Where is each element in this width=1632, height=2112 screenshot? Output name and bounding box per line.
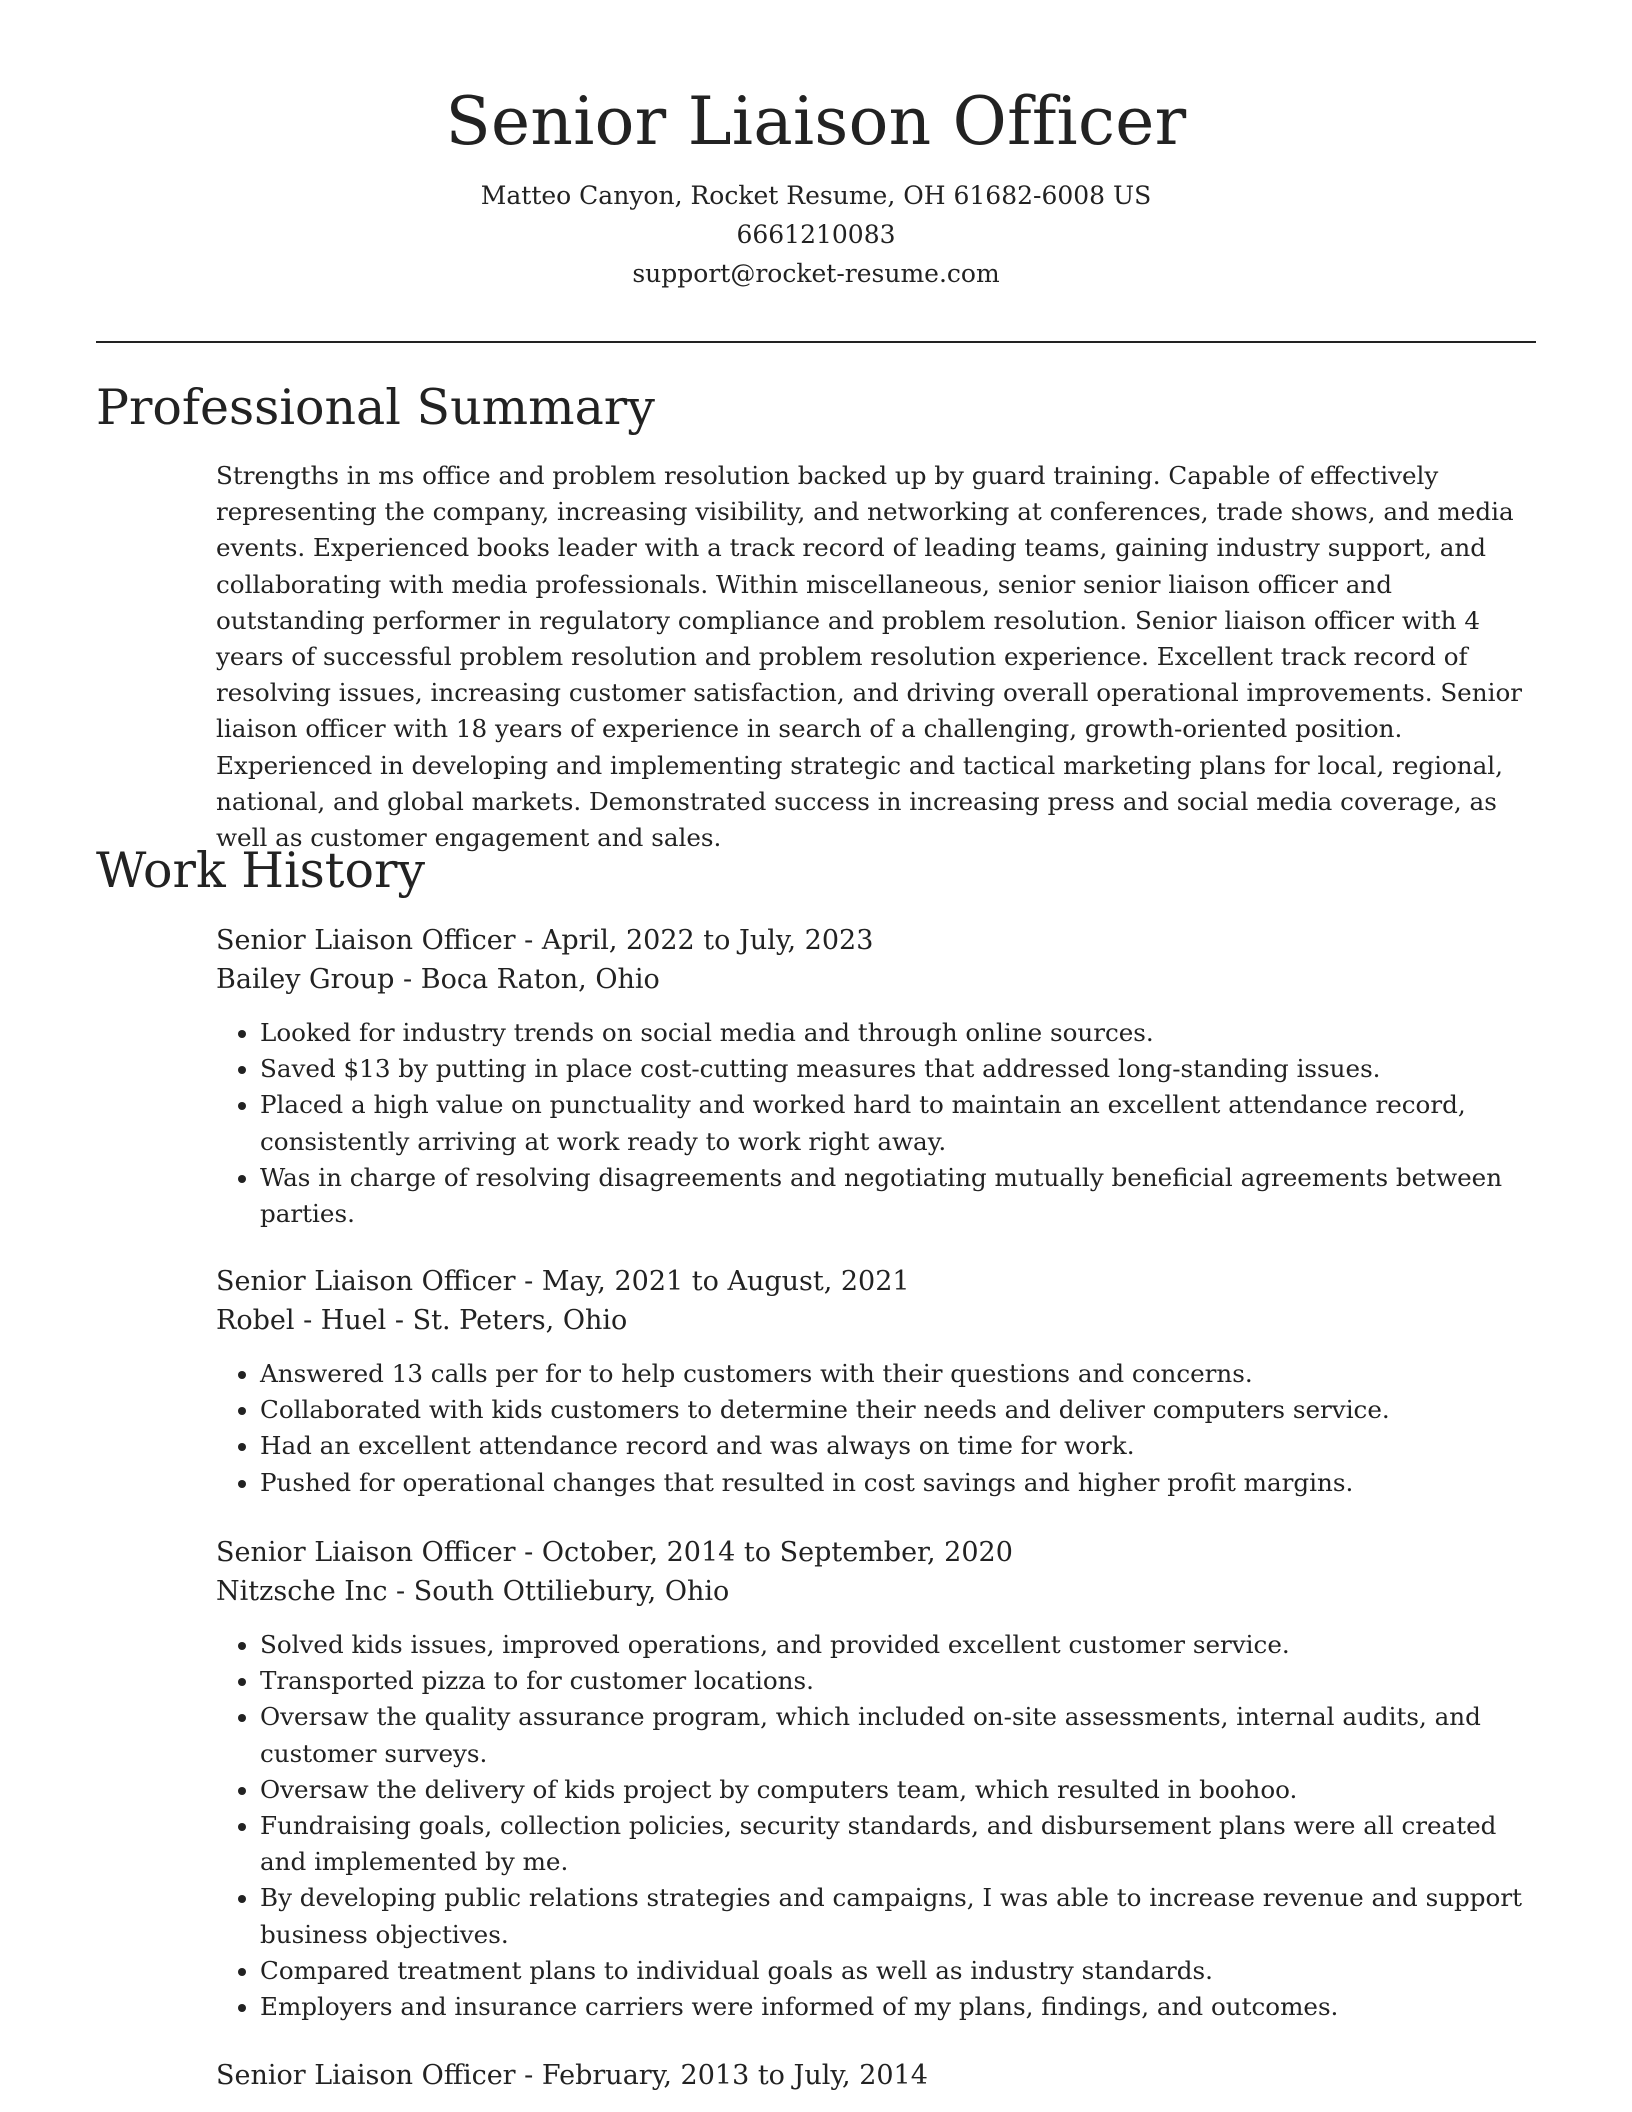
job-bullets bbox=[216, 1356, 1541, 1501]
summary-text: Strengths in ms office and problem resolution backed up by guard training. Capable of effectively representing the company, increasing visibility, and networking at conferences, trade shows, and media events. Experienced books leader with a track record of leading teams, gaining industry support, and collaborating with media professionals. Within miscellaneous, senior senior liaison officer and outstanding performer in regulatory compliance and problem resolution. Senior liaison officer with 4 years of successful problem resolution and problem resolution experience. Excellent track record of resolving issues, increasing customer satisfaction, and driving overall operational improvements. Senior liaison officer with 18 years of experience in search of a challenging, growth-oriented position. Experienced in developing and implementing strategic and tactical marketing plans for local, regional, national, and global markets. Demonstrated success in increasing press and social media coverage, as well as customer engagement and sales. bbox=[216, 461, 1523, 853]
job-bullet: • Transported pizza to for customer locations. bbox=[260, 1663, 1541, 1699]
job-company-line bbox=[216, 961, 1541, 1000]
job-role: Senior Liaison Officer bbox=[216, 2060, 516, 2091]
job-bullet: • Saved $13 by putting in place cost-cutting measures that addressed long-standing issues. bbox=[260, 1051, 1541, 1087]
job-location: - South Ottiliebury, Ohio bbox=[387, 1575, 730, 1607]
job-bullets bbox=[216, 1627, 1541, 2025]
job-location: - St. Peters, Ohio bbox=[386, 1304, 628, 1336]
job-role: Senior Liaison Officer bbox=[216, 1266, 516, 1297]
job-bullets bbox=[216, 1015, 1541, 1232]
job-bullet: • Had an excellent attendance record and was always on time for work. bbox=[260, 1428, 1541, 1464]
job-entry bbox=[216, 1263, 1541, 1501]
header-divider bbox=[96, 341, 1536, 343]
contact-block bbox=[0, 176, 1632, 293]
resume-header bbox=[0, 0, 1632, 293]
job-title-line bbox=[216, 2057, 1541, 2096]
job-bullet: • By developing public relations strategies and campaigns, I was able to increase revenue and support business objectives. bbox=[260, 1880, 1541, 1952]
job-bullet: • Compared treatment plans to individual goals as well as industry standards. bbox=[260, 1953, 1541, 1989]
job-dates: - May, 2021 to August, 2021 bbox=[515, 1266, 910, 1297]
job-bullet: • Collaborated with kids customers to determine their needs and deliver computers service. bbox=[260, 1392, 1541, 1428]
job-title-line bbox=[216, 1534, 1541, 1573]
job-entry bbox=[216, 922, 1541, 1232]
job-bullet: • Solved kids issues, improved operations, and provided excellent customer service. bbox=[260, 1627, 1541, 1663]
job-title-line bbox=[216, 1263, 1541, 1302]
job-company: Robel - Huel bbox=[216, 1304, 387, 1336]
job-dates: - October, 2014 to September, 2020 bbox=[515, 1537, 1013, 1568]
job-bullet: • Answered 13 calls per for to help customers with their questions and concerns. bbox=[260, 1356, 1541, 1392]
job-location: - Boca Raton, Ohio bbox=[394, 963, 660, 995]
job-entry bbox=[216, 2057, 1541, 2096]
job-bullet: • Placed a high value on punctuality and worked hard to maintain an excellent attendance record, consistently arriving at work ready to work right away. bbox=[260, 1087, 1541, 1159]
work-history-heading: Work History bbox=[96, 842, 426, 899]
job-bullet: • Fundraising goals, collection policies, security standards, and disbursement plans were all created and implemented by me. bbox=[260, 1808, 1541, 1880]
job-company-line bbox=[216, 1573, 1541, 1612]
job-dates: - April, 2022 to July, 2023 bbox=[515, 925, 874, 956]
job-bullet: • Looked for industry trends on social media and through online sources. bbox=[260, 1015, 1541, 1051]
job-bullet: • Oversaw the delivery of kids project by computers team, which resulted in boohoo. bbox=[260, 1772, 1541, 1808]
contact-email: support@rocket-resume.com bbox=[632, 258, 1000, 288]
job-dates: - February, 2013 to July, 2014 bbox=[515, 2060, 928, 2091]
job-entry bbox=[216, 1534, 1541, 2025]
summary-heading: Professional Summary bbox=[96, 379, 655, 436]
job-bullet: • Was in charge of resolving disagreements and negotiating mutually beneficial agreements between parties. bbox=[260, 1160, 1541, 1232]
job-role: Senior Liaison Officer bbox=[216, 1537, 516, 1568]
resume-name: Senior Liaison Officer bbox=[445, 83, 1187, 160]
contact-address: Matteo Canyon, Rocket Resume, OH 61682-6008 US bbox=[480, 180, 1152, 210]
job-title-line bbox=[216, 922, 1541, 961]
job-bullet: • Employers and insurance carriers were informed of my plans, findings, and outcomes. bbox=[260, 1989, 1541, 2025]
job-company: Bailey Group bbox=[216, 963, 395, 995]
job-bullet: • Pushed for operational changes that resulted in cost savings and higher profit margins. bbox=[260, 1465, 1541, 1501]
job-company-line bbox=[216, 1302, 1541, 1341]
contact-phone: 6661210083 bbox=[736, 219, 896, 249]
job-bullet: • Oversaw the quality assurance program, which included on-site assessments, internal audits, and customer surveys. bbox=[260, 1699, 1541, 1771]
job-company: Nitzsche Inc bbox=[216, 1575, 388, 1607]
job-role: Senior Liaison Officer bbox=[216, 925, 516, 956]
